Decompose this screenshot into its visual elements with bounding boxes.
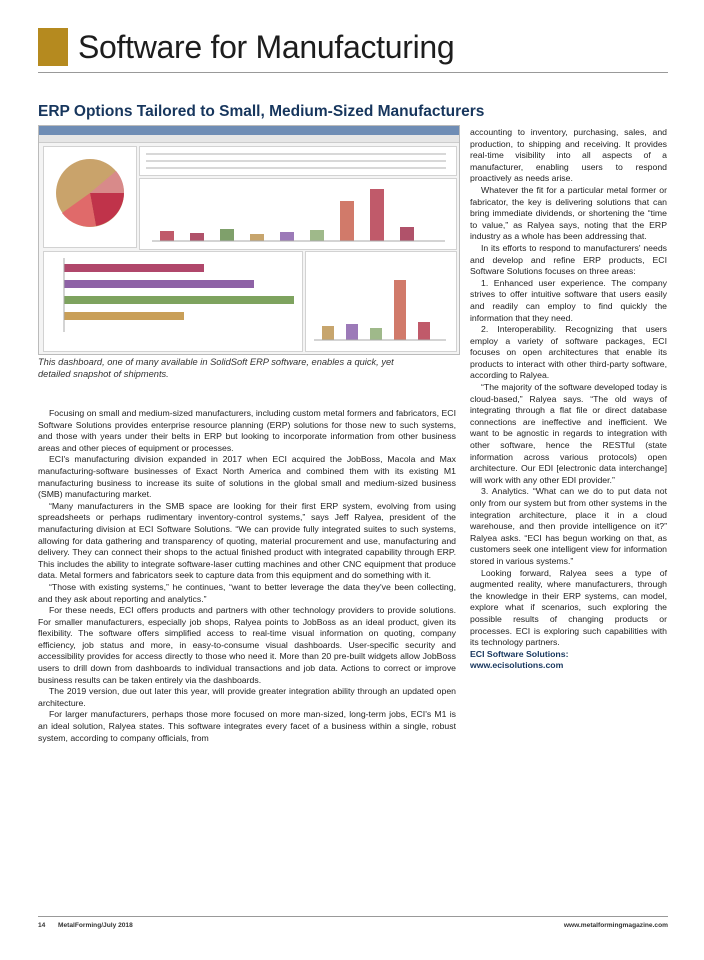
- chart-bar: [64, 280, 254, 288]
- body-paragraph: For these needs, ECI offers products and partners with other technology providers to provide solutions. For smaller manufacturers, especially job shops, Ralyea points to JobBoss as an ideal product, given its flexibility. The software offers simplified access to real-time visual information on quoting, company efficiency, job status and more, in easy-to-consume visual dashboards. User-specific security and accessibility provides for access directly to those who need it. More than 20 pre-built widgets allow JobBoss users to drill down from dashboards to individual transactions and job data. Actions to correct or improve business results can be taken entirely via the dashboards.: [38, 605, 456, 685]
- chart-bar: [190, 233, 204, 241]
- company-website-link[interactable]: www.ecisolutions.com: [470, 660, 564, 671]
- horizontal-bar-chart-graphic: [44, 252, 302, 351]
- horizontal-bar-panel: [43, 251, 303, 352]
- article-headline: ERP Options Tailored to Small, Medium-Sized Manufacturers: [38, 103, 485, 120]
- chart-bar: [280, 232, 294, 241]
- body-paragraph: The 2019 version, due out later this year, will provide greater integration ability through an updated open architecture.: [38, 686, 456, 708]
- chart-bar: [64, 264, 204, 272]
- body-paragraph: 3. Analytics. “What can we do to put data not only from our system but from other systems in the integration architecture, place it in a cloud warehouse, and then provide intelligence on it?” Ralyea asks. “ECI has begun working on that, as customers seek one intelligent view for information stored in various systems.”: [470, 486, 667, 566]
- magazine-website-link[interactable]: www.metalformingmagazine.com: [563, 922, 668, 929]
- chart-bar: [250, 234, 264, 241]
- publication-name: MetalForming/July 2018: [58, 922, 133, 929]
- chart-bar: [64, 296, 294, 304]
- bar-chart-graphic: [140, 179, 456, 249]
- body-paragraph: “The majority of the software developed today is cloud-based,” Ralyea says. “The old ways of integrating through a flat file or direct database connections are ineffective and inefficient. We want to be agnostic in regards to integration with other software, hence the RESTful (state information across various protocols) open architecture. Our EDI [electronic data interchange] will work with any other EDI provider.”: [470, 382, 667, 485]
- body-paragraph: For larger manufacturers, perhaps those more focused on more man-sized, long-term jobs, ECI's M1 is an ideal solution, Ralyea states. This software integrates every facet of a business within a single, robust system, according to company officials, from: [38, 709, 456, 743]
- body-column-left: [38, 408, 456, 744]
- chart-bar: [346, 324, 358, 340]
- section-header: [38, 26, 454, 68]
- vertical-bar-panel: [139, 178, 457, 250]
- small-bar-panel: [305, 251, 457, 352]
- chart-bar: [394, 280, 406, 340]
- body-paragraph: 2. Interoperability. Recognizing that users employ a variety of software packages, ECI focuses on open architectures that enable its products to interact with other third-party software, according to Ralyea.: [470, 324, 667, 381]
- pie-chart-graphic: [44, 147, 136, 247]
- summary-table-panel: [139, 146, 457, 176]
- body-paragraph: accounting to inventory, purchasing, sales, and production, to shipping and receiving. It provides real-time visibility into all aspects of a manufacturer, enabling users to respond proactively as needs arise.: [470, 127, 667, 184]
- company-name: ECI Software Solutions:: [470, 648, 569, 659]
- body-paragraph: ECI's manufacturing division expanded in 2017 when ECI acquired the JobBoss, Macola and Max manufacturing-software businesses of Exact North America and combined them with its existing M1 manufacturing business to increase its suite of solutions in the global small and medium-sized business (SMB) manufacturing market.: [38, 454, 456, 500]
- body-paragraph: Whatever the fit for a particular metal former or fabricator, the key is delivering solutions that can bring immediate dividends, or shortening the “time to value,” as Ralyea says, noting that the ERP industry as a whole has been addressing that.: [470, 184, 667, 242]
- section-accent-bar: [38, 28, 68, 66]
- dashboard-screenshot: [38, 125, 460, 355]
- chart-bar: [160, 231, 174, 241]
- chart-bar: [220, 229, 234, 241]
- body-column-right: [470, 127, 667, 672]
- footer-rule: [38, 916, 668, 917]
- section-title: Software for Manufacturing: [78, 28, 455, 65]
- body-paragraph: Looking forward, Ralyea sees a type of augmented reality, where manufacturers, through the knowledge in their ERP systems, can model, explore what if scenarios, such exploring the possible results of changing products or processes. ECI is exploring such capabilities with its technology partners.: [470, 567, 667, 648]
- chart-bar: [340, 201, 354, 241]
- chart-bar: [418, 322, 430, 340]
- body-paragraph: Focusing on small and medium-sized manufacturers, including custom metal formers and fabricators, ECI Software Solutions provides enterprise resource planning (ERP) solutions for those new to such systems, and those with years under their belts in ERP but looking to incorporate information from other business areas and other pieces of equipment or processes.: [38, 408, 456, 453]
- pie-panel: [43, 146, 137, 248]
- body-paragraph: In its efforts to respond to manufacturers' needs and develop and refine ERP products, ECI Software Solutions focuses on three areas:: [470, 242, 667, 277]
- page-number: 14: [38, 922, 46, 929]
- chart-bar: [400, 227, 414, 241]
- body-paragraph: 1. Enhanced user experience. The company strives to offer intuitive software that users easily and readily can employ to find quickly the information that they need.: [470, 277, 667, 323]
- small-bar-chart-graphic: [306, 252, 456, 351]
- body-paragraph: “Those with existing systems,” he continues, “want to better leverage the data they've been collecting, and they ask about reporting and analytics.”: [38, 581, 456, 604]
- chart-bar: [322, 326, 334, 340]
- screenshot-menubar: [39, 135, 459, 143]
- body-paragraph: “Many manufacturers in the SMB space are looking for their first ERP system, evolving from using spreadsheets or perhaps rudimentary inventory-control systems,” says Jeff Ralyea, president of the manufacturing division at ECI Software Solutions. “We can provide fully integrated suites to such systems, allowing for data gathering and transparency of quoting, material procurement and use, manufacturing and delivery. They can connect their shops to the actual finished product with integrated capability through ERP. This includes the ability to integrate software-laser cutting machines and other CNC equipment that produce data. Metal formers and fabricators seek to capture data from this equipment and do something with it.: [38, 500, 456, 581]
- image-caption: This dashboard, one of many available in SolidSoft ERP software, enables a quick, yet detailed snapshot of shipments.: [38, 357, 394, 379]
- chart-bar: [370, 189, 384, 241]
- chart-bar: [310, 230, 324, 241]
- chart-bar: [370, 328, 382, 340]
- header-rule: [38, 72, 668, 73]
- chart-bar: [64, 312, 184, 320]
- screenshot-titlebar: [39, 126, 459, 135]
